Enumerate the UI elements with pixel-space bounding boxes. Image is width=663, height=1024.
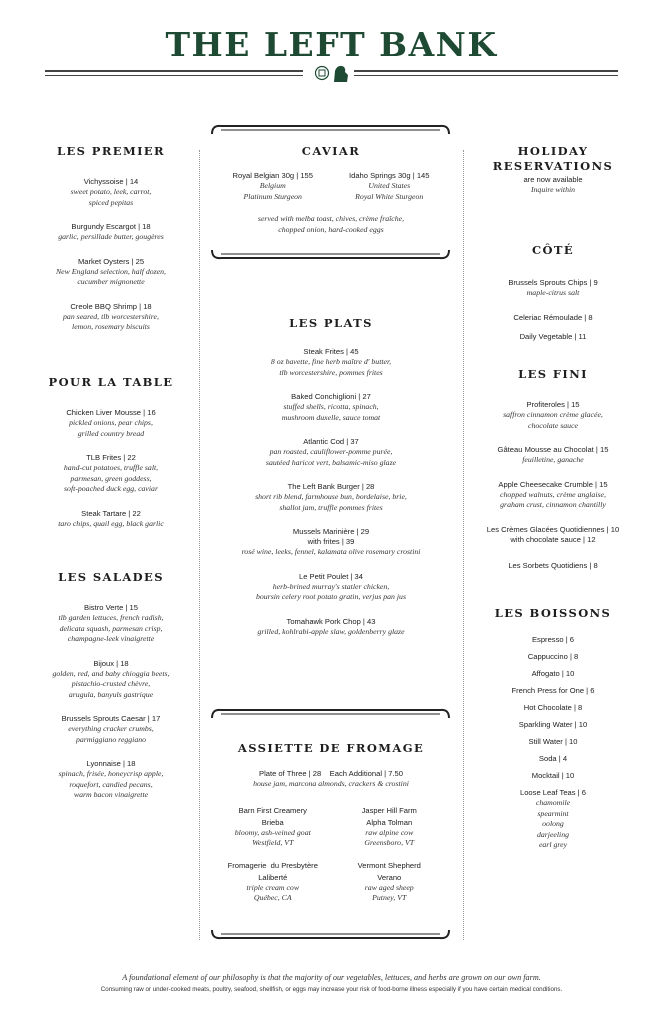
menu-item bbox=[478, 313, 628, 323]
section-title: LES PREMIER bbox=[57, 144, 165, 158]
item-name: Les Crèmes Glacées Quotidiennes | 10 bbox=[486, 524, 620, 534]
item-desc: Québec, CA bbox=[253, 893, 292, 902]
fromage-accompaniments: house jam, marcona almonds, crackers & crostini bbox=[253, 779, 409, 788]
menu-item bbox=[40, 177, 182, 208]
item-desc: Platinum Sturgeon bbox=[243, 191, 302, 201]
les-premier-section bbox=[40, 144, 182, 333]
drink-item: Hot Chocolate | 8 bbox=[523, 703, 583, 712]
item-desc: rosé wine, leeks, fennel, kalamata olive rosemary crostini bbox=[241, 547, 421, 556]
item-name: Mussels Marinière | 29 bbox=[292, 527, 370, 536]
item-name: Le Petit Poulet | 34 bbox=[298, 571, 364, 581]
menu-item bbox=[478, 278, 628, 299]
menu-item bbox=[40, 302, 182, 333]
item-desc: roquefort, candied pecans, bbox=[69, 779, 153, 789]
menu-item bbox=[40, 222, 182, 243]
item-desc: saffron cinnamon crème glacée, bbox=[503, 410, 603, 419]
item-desc: boursin celery root potato gratin, verjus pan jus bbox=[255, 592, 406, 601]
item-desc: parmesan, green goddess, bbox=[70, 473, 152, 483]
cheese-maker: Fromagerie du Presbytère bbox=[227, 860, 318, 870]
section-title: LES PLATS bbox=[289, 316, 373, 330]
menu-item bbox=[210, 527, 452, 558]
item-name: Gâteau Mousse au Chocolat | 15 bbox=[497, 445, 609, 454]
item-name: Apple Cheesecake Crumble | 15 bbox=[498, 479, 608, 489]
menu-item bbox=[40, 408, 182, 439]
item-desc: tlb worcestershire, pommes frites bbox=[279, 367, 383, 377]
header-rule-right bbox=[354, 70, 618, 76]
menu-item bbox=[40, 759, 182, 801]
tea-option: earl grey bbox=[538, 840, 568, 849]
cheese-item bbox=[219, 806, 327, 849]
item-desc: golden, red, and baby chioggia beets, bbox=[52, 668, 170, 678]
menu-item bbox=[478, 480, 628, 511]
item-name: Lyonnaise | 18 bbox=[86, 759, 136, 768]
item-desc: triple cream cow bbox=[246, 882, 300, 892]
menu-item bbox=[210, 482, 452, 513]
item-desc: delicata squash, parmesan crisp, bbox=[59, 623, 163, 633]
menu-item bbox=[478, 445, 628, 466]
caviar-served-with: served with melba toast, chives, crème fraîche, bbox=[257, 214, 405, 223]
item-desc: pickled onions, pear chips, bbox=[69, 418, 153, 427]
item-name: Bijoux | 18 bbox=[93, 658, 129, 668]
item-desc: champagne-leek vinaigrette bbox=[67, 634, 155, 643]
item-name: Les Sorbets Quotidiens | 8 bbox=[508, 560, 598, 570]
drink-item: Cappuccino | 8 bbox=[527, 652, 579, 661]
item-desc: arugula, banyuls gastrique bbox=[68, 689, 154, 699]
item-desc: maple-citrus salt bbox=[526, 288, 580, 297]
item-desc: soft-poached duck egg, caviar bbox=[64, 484, 158, 493]
cheese-maker: Barn First Creamery bbox=[238, 805, 307, 815]
item-desc: feuilletine, ganache bbox=[522, 455, 584, 464]
tea-option: oolong bbox=[542, 819, 564, 828]
les-salades-section bbox=[40, 570, 182, 801]
menu-item bbox=[210, 617, 452, 638]
section-title: LES FINI bbox=[518, 367, 588, 381]
item-desc: grilled country bread bbox=[77, 428, 145, 438]
section-title: CÔTÉ bbox=[531, 243, 575, 257]
item-desc: spiced pepitas bbox=[88, 197, 134, 207]
item-desc: Putney, VT bbox=[372, 893, 407, 902]
holiday-title: RESERVATIONS bbox=[492, 159, 614, 173]
fromage-frame-top bbox=[209, 706, 452, 720]
cheese-name: Verano bbox=[377, 872, 402, 882]
item-desc: bloomy, ash-veined goat bbox=[234, 827, 311, 837]
menu-item bbox=[40, 714, 182, 745]
item-desc: everything cracker crumbs, bbox=[68, 724, 154, 733]
item-name: Daily Vegetable | 11 bbox=[519, 331, 587, 341]
item-desc: tlb garden lettuces, french radish, bbox=[58, 613, 164, 622]
menu-item bbox=[478, 788, 628, 851]
item-name: Creole BBQ Shrimp | 18 bbox=[70, 301, 152, 311]
item-name: Celeriac Rémoulade | 8 bbox=[513, 312, 593, 322]
item-name: Chicken Liver Mousse | 16 bbox=[66, 408, 156, 417]
item-name: Baked Conchiglioni | 27 bbox=[291, 392, 371, 401]
item-desc: Belgium bbox=[259, 181, 286, 190]
item-desc: 8 oz bavette, fine herb maître d' butter, bbox=[270, 357, 392, 366]
item-name: Tomahawk Pork Chop | 43 bbox=[286, 616, 376, 626]
tea-option: spearmint bbox=[537, 808, 569, 818]
item-desc: shallot jam, truffle pommes frites bbox=[279, 502, 383, 512]
caviar-option bbox=[219, 171, 327, 202]
menu-item bbox=[210, 347, 452, 378]
section-title: LES BOISSONS bbox=[494, 606, 612, 620]
item-desc: taro chips, quail egg, black garlic bbox=[58, 518, 164, 528]
menu-item bbox=[478, 400, 628, 431]
holiday-title: HOLIDAY bbox=[517, 144, 589, 158]
caviar-served-with: chopped onion, hard-cooked eggs bbox=[278, 224, 384, 234]
cheese-item bbox=[335, 806, 443, 849]
drink-item: Still Water | 10 bbox=[528, 737, 578, 746]
menu-item bbox=[40, 453, 182, 495]
drink-item: Espresso | 6 bbox=[531, 635, 575, 644]
item-name: Idaho Springs 30g | 145 bbox=[348, 171, 430, 180]
caviar-frame-bottom bbox=[209, 248, 452, 262]
item-desc: pistachio-crusted chèvre, bbox=[71, 679, 151, 688]
item-desc: pan seared, tlb worcestershire, bbox=[63, 311, 159, 321]
cheese-name: Alpha Tolman bbox=[366, 817, 413, 827]
item-desc: Westfield, VT bbox=[252, 838, 294, 847]
item-name: Brussels Sprouts Caesar | 17 bbox=[61, 714, 161, 723]
item-desc: herb-brined murray's statler chicken, bbox=[272, 581, 390, 591]
cheese-item bbox=[219, 861, 327, 904]
item-desc: hand-cut potatoes, truffle salt, bbox=[63, 463, 159, 472]
item-name: Steak Tartare | 22 bbox=[81, 508, 141, 518]
item-desc: graham crust, cinnamon chantilly bbox=[500, 500, 606, 509]
item-desc: New England selection, half dozen, bbox=[55, 266, 166, 276]
item-name: Burgundy Escargot | 18 bbox=[71, 222, 151, 231]
menu-item bbox=[40, 603, 182, 645]
item-name: Atlantic Cod | 37 bbox=[303, 437, 359, 446]
item-desc: garlic, persillade butter, gougères bbox=[58, 232, 164, 241]
cote-section bbox=[478, 243, 628, 342]
item-desc: parmiggiano reggiano bbox=[75, 734, 147, 744]
item-name: Vichyssoise | 14 bbox=[83, 177, 139, 186]
menu-item bbox=[478, 561, 628, 571]
drink-item: Mocktail | 10 bbox=[531, 771, 575, 780]
item-desc: sautéed haricot vert, balsamic-miso glaze bbox=[265, 457, 397, 467]
menu-item bbox=[478, 332, 628, 342]
item-desc: mushroom duxelle, sauce tomat bbox=[281, 412, 381, 422]
cheese-item bbox=[335, 861, 443, 904]
fromage-section bbox=[213, 741, 449, 904]
bulldog-emblem-icon bbox=[310, 63, 352, 83]
drink-item: Affogato | 10 bbox=[531, 669, 575, 678]
item-name: The Left Bank Burger | 28 bbox=[287, 482, 375, 491]
food-safety-warning: Consuming raw or under-cooked meats, poultry, seafood, shellfish, or eggs may increase your risk of food-borne illness especially if you have certain medical conditions. bbox=[100, 986, 563, 993]
caviar-frame-top bbox=[209, 122, 452, 136]
item-name: TLB Frites | 22 bbox=[86, 453, 136, 462]
column-divider-right bbox=[463, 150, 464, 940]
item-name: Bistro Verte | 15 bbox=[84, 603, 138, 612]
item-desc: chopped walnuts, crème anglaise, bbox=[500, 489, 606, 499]
item-desc: lemon, rosemary biscuits bbox=[72, 322, 150, 331]
tea-option: chamomile bbox=[535, 798, 571, 807]
item-name: Brussels Sprouts Chips | 9 bbox=[508, 278, 598, 287]
item-desc: grilled, kohlrabi-apple slaw, goldenberry glaze bbox=[257, 626, 405, 636]
section-title: LES SALADES bbox=[58, 570, 164, 584]
section-title: ASSIETTE DE FROMAGE bbox=[237, 741, 425, 755]
item-name: Royal Belgian 30g | 155 bbox=[232, 171, 313, 180]
item-name-secondary: with frites | 39 bbox=[307, 537, 355, 546]
item-name: Steak Frites | 45 bbox=[303, 347, 359, 356]
item-desc: spinach, frisée, honeycrisp apple, bbox=[58, 769, 164, 778]
les-plats-section bbox=[210, 316, 452, 637]
farm-philosophy-note: A foundational element of our philosophy is that the majority of our vegetables, lettuces, and herbs are grown on our own farm. bbox=[122, 973, 541, 982]
fromage-price: Plate of Three | 28 Each Additional | 7.50 bbox=[259, 769, 403, 778]
les-boissons-section bbox=[478, 606, 628, 851]
cheese-maker: Vermont Shepherd bbox=[357, 860, 421, 870]
item-desc: warm bacon vinaigrette bbox=[73, 790, 149, 799]
item-desc: chocolate sauce bbox=[527, 420, 578, 430]
section-title: CAVIAR bbox=[301, 144, 361, 158]
item-desc: Royal White Sturgeon bbox=[355, 191, 424, 201]
item-desc: raw alpine cow bbox=[365, 827, 414, 837]
pour-la-table-section bbox=[40, 375, 182, 529]
item-name: Profiteroles | 15 bbox=[526, 400, 580, 409]
item-desc: stuffed shells, ricotta, spinach, bbox=[283, 402, 379, 411]
fromage-frame-bottom bbox=[209, 928, 452, 942]
drink-item: Sparkling Water | 10 bbox=[518, 720, 588, 729]
item-desc: raw aged sheep bbox=[364, 882, 414, 892]
drink-item: Soda | 4 bbox=[538, 754, 568, 763]
header-rule-left bbox=[45, 70, 303, 76]
item-desc: United States bbox=[368, 181, 411, 190]
holiday-inquire: Inquire within bbox=[530, 185, 576, 194]
cheese-name: Laliberté bbox=[258, 872, 288, 882]
restaurant-title: THE LEFT BANK bbox=[165, 25, 498, 64]
menu-item bbox=[40, 659, 182, 701]
item-desc: short rib blend, farmhouse bun, bordelaise, brie, bbox=[255, 492, 407, 501]
item-desc: sweet potato, leek, carrot, bbox=[70, 187, 152, 196]
drink-item: French Press for One | 6 bbox=[511, 686, 595, 695]
item-desc: Greensboro, VT bbox=[364, 838, 415, 847]
item-name: Loose Leaf Teas | 6 bbox=[519, 788, 586, 797]
cheese-maker: Jasper Hill Farm bbox=[361, 805, 417, 815]
menu-item bbox=[210, 437, 452, 468]
holiday-reservations bbox=[478, 144, 628, 196]
item-desc: pan roasted, cauliflower-pomme purée, bbox=[269, 447, 393, 456]
caviar-section bbox=[215, 144, 447, 235]
item-name-secondary: with chocolate sauce | 12 bbox=[510, 534, 596, 544]
column-divider-left bbox=[199, 150, 200, 940]
menu-item bbox=[40, 509, 182, 530]
section-title: POUR LA TABLE bbox=[48, 375, 174, 389]
menu-item bbox=[40, 257, 182, 288]
item-desc: cucumber mignonette bbox=[77, 277, 145, 286]
holiday-availability: are now available bbox=[523, 175, 583, 184]
item-name: Market Oysters | 25 bbox=[77, 256, 145, 266]
cheese-name: Brieba bbox=[261, 817, 284, 827]
les-fini-section bbox=[478, 367, 628, 571]
caviar-option bbox=[335, 171, 443, 202]
menu-item bbox=[210, 392, 452, 423]
menu-item bbox=[210, 572, 452, 603]
menu-item bbox=[478, 525, 628, 545]
tea-option: darjeeling bbox=[536, 829, 570, 839]
